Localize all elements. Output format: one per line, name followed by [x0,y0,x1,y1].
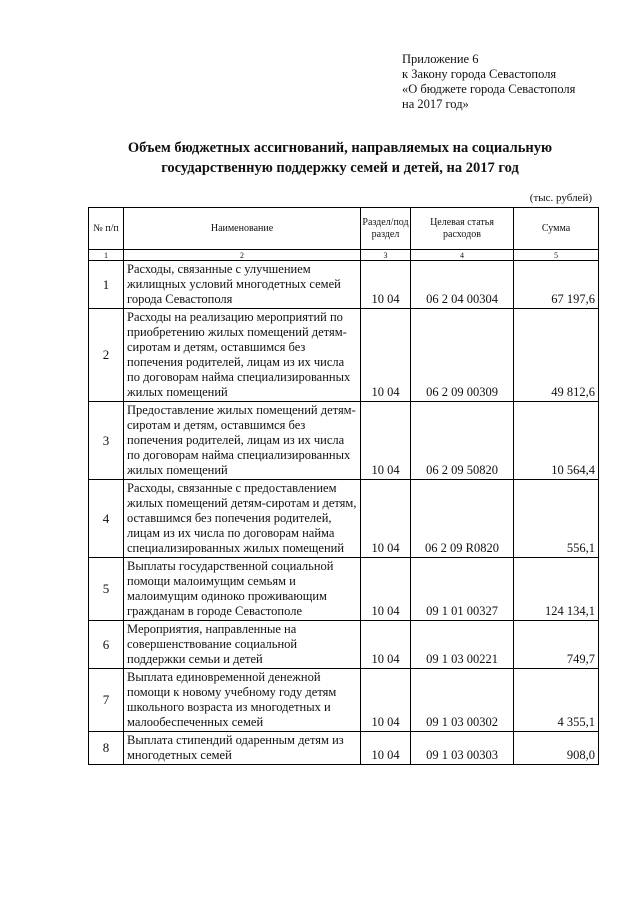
table-row [89,480,599,558]
row-amount: 908,0 [514,732,599,765]
row-target: 06 2 09 00309 [411,309,514,402]
header-num: № п/п [89,208,124,250]
table-row [89,558,599,621]
row-section: 10 04 [361,732,411,765]
row-name: Выплата единовременной денежной помощи к новому учебному году детям школьного возраста из многодетных и малообеспеченных семей [124,669,361,732]
row-amount: 749,7 [514,621,599,669]
row-name: Мероприятия, направленные на совершенствование социальной поддержки семьи и детей [124,621,361,669]
row-section: 10 04 [361,669,411,732]
table-row [89,309,599,402]
row-name: Выплаты государственной социальной помощи малоимущим семьям и малоимущим одиноко проживающим гражданам в городе Севастополе [124,558,361,621]
row-number: 1 [89,261,124,309]
row-target: 06 2 04 00304 [411,261,514,309]
row-number: 3 [89,402,124,480]
row-amount: 67 197,6 [514,261,599,309]
row-section: 10 04 [361,558,411,621]
header-amount: Сумма [514,208,599,250]
column-number: 3 [361,250,411,261]
header-section: Раздел/под раздел [361,208,411,250]
table-row [89,669,599,732]
row-section: 10 04 [361,621,411,669]
title-line-2: государственную поддержку семей и детей, на 2017 год [161,160,519,176]
row-number: 8 [89,732,124,765]
column-number-row [89,250,599,261]
row-name: Расходы, связанные с улучшением жилищных условий многодетных семей города Севастополя [124,261,361,309]
row-number: 4 [89,480,124,558]
row-number: 7 [89,669,124,732]
column-number: 1 [89,250,124,261]
row-number: 2 [89,309,124,402]
header-row [89,208,599,250]
units-note: (тыс. рублей) [529,192,592,204]
annex-line: на 2017 год» [402,97,469,111]
row-amount: 49 812,6 [514,309,599,402]
header-name: Наименование [124,208,361,250]
row-name: Выплата стипендий одаренным детям из многодетных семей [124,732,361,765]
row-amount: 124 134,1 [514,558,599,621]
row-name: Расходы, связанные с предоставлением жилых помещений детям-сиротам и детям, оставшимся без попечения родителей, лицам из их числа по договорам найма специализированных жилых помещений [124,480,361,558]
row-target: 09 1 03 00302 [411,669,514,732]
row-section: 10 04 [361,309,411,402]
row-section: 10 04 [361,402,411,480]
header-target: Целевая статья расходов [411,208,514,250]
row-section: 10 04 [361,261,411,309]
annex-line: к Закону города Севастополя [402,67,557,81]
table-row [89,402,599,480]
row-name: Предоставление жилых помещений детям-сиротам и детям, оставшимся без попечения родителей, лицам из их числа по договорам найма специализированных жилых помещений [124,402,361,480]
annex-line: Приложение 6 [402,52,479,66]
title-line-1: Объем бюджетных ассигнований, направляемых на социальную [127,140,553,156]
row-name: Расходы на реализацию мероприятий по приобретению жилых помещений детям-сиротам и детям, оставшимся без попечения родителей, лицам из их числа по договорам найма специализированных жилых помещений [124,309,361,402]
row-target: 09 1 03 00221 [411,621,514,669]
row-amount: 556,1 [514,480,599,558]
row-section: 10 04 [361,480,411,558]
column-number: 4 [411,250,514,261]
annex-reference [402,52,575,112]
row-target: 06 2 09 50820 [411,402,514,480]
annex-line: «О бюджете города Севастополя [402,82,576,96]
row-target: 09 1 03 00303 [411,732,514,765]
table-row [89,732,599,765]
document-title [60,138,620,178]
table-row [89,261,599,309]
row-target: 06 2 09 R0820 [411,480,514,558]
row-amount: 4 355,1 [514,669,599,732]
budget-table [88,207,599,765]
row-number: 5 [89,558,124,621]
row-target: 09 1 01 00327 [411,558,514,621]
table-row [89,621,599,669]
row-number: 6 [89,621,124,669]
column-number: 5 [514,250,599,261]
column-number: 2 [124,250,361,261]
row-amount: 10 564,4 [514,402,599,480]
